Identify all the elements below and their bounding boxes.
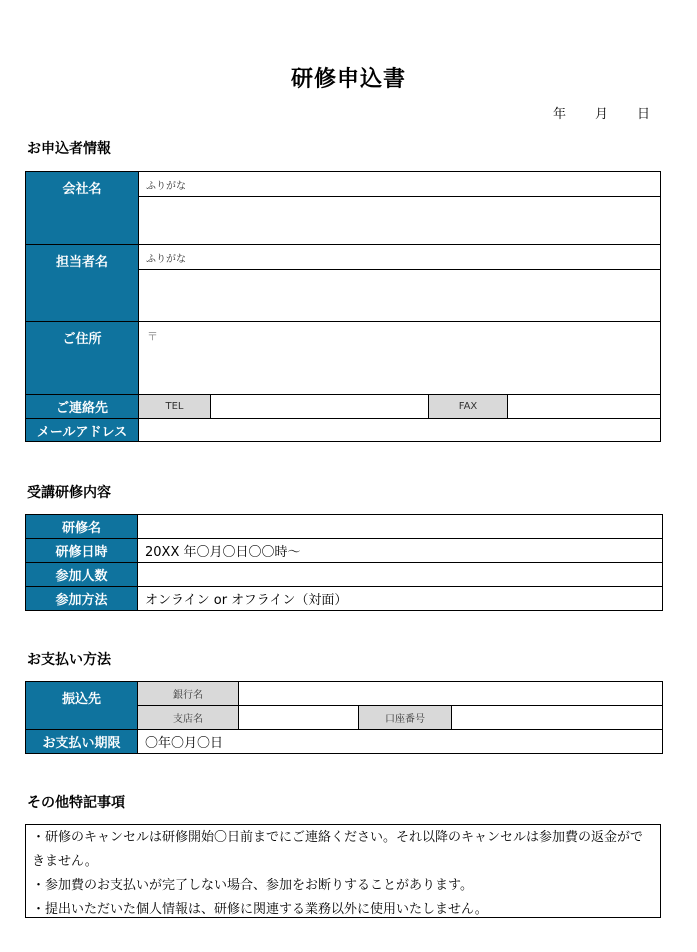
tel-field[interactable]: [211, 395, 429, 419]
payment-table: [25, 681, 663, 754]
deadline-field[interactable]: 〇年〇月〇日: [138, 730, 663, 754]
participants-label: 参加人数: [26, 563, 138, 587]
training-datetime-label: 研修日時: [26, 539, 138, 563]
note-line: ・研修のキャンセルは研修開始〇日前までにご連絡ください。それ以降のキャンセルは参加費の返金ができません。: [32, 830, 644, 869]
notes-box: [25, 824, 661, 918]
method-label: 参加方法: [26, 587, 138, 611]
contact-label: ご連絡先: [26, 395, 139, 419]
branch-field[interactable]: [239, 706, 359, 730]
training-datetime-field[interactable]: 20XX 年〇月〇日〇〇時～: [138, 539, 663, 563]
payment-section-title: お支払い方法: [27, 652, 111, 668]
tel-label: TEL: [139, 395, 211, 419]
branch-label: 支店名: [138, 706, 239, 730]
training-table: [25, 514, 663, 611]
address-label: ご住所: [26, 322, 139, 395]
fax-field[interactable]: [508, 395, 661, 419]
training-name-label: 研修名: [26, 515, 138, 539]
person-furigana-field[interactable]: ふりがな: [139, 245, 661, 270]
account-label: 口座番号: [359, 706, 452, 730]
date-year: 年: [553, 107, 567, 122]
address-field[interactable]: 〒: [139, 322, 661, 395]
applicant-section-title: お申込者情報: [27, 141, 111, 157]
company-furigana-field[interactable]: ふりがな: [139, 172, 661, 197]
training-name-field[interactable]: [138, 515, 663, 539]
applicant-table: [25, 171, 661, 442]
note-line: ・提出いただいた個人情報は、研修に関連する業務以外に使用いたしません。: [32, 902, 488, 917]
training-section-title: 受講研修内容: [27, 485, 111, 501]
note-line: ・参加費のお支払いが完了しない場合、参加をお断りすることがあります。: [32, 878, 473, 893]
email-field[interactable]: [139, 419, 661, 442]
bank-label: 銀行名: [138, 682, 239, 706]
person-label: 担当者名: [26, 245, 139, 322]
notes-section-title: その他特記事項: [27, 795, 125, 811]
date-month: 月: [595, 107, 609, 122]
bank-field[interactable]: [239, 682, 663, 706]
company-name-field[interactable]: [139, 197, 661, 245]
participants-field[interactable]: [138, 563, 663, 587]
transfer-label: 振込先: [26, 682, 138, 730]
fax-label: FAX: [429, 395, 508, 419]
company-label: 会社名: [26, 172, 139, 245]
method-field[interactable]: オンライン or オフライン（対面）: [138, 587, 663, 611]
document-title: 研修申込書: [290, 67, 406, 92]
person-name-field[interactable]: [139, 270, 661, 322]
date-day: 日: [637, 107, 651, 122]
email-label: メールアドレス: [26, 419, 139, 442]
account-field[interactable]: [452, 706, 663, 730]
deadline-label: お支払い期限: [26, 730, 138, 754]
